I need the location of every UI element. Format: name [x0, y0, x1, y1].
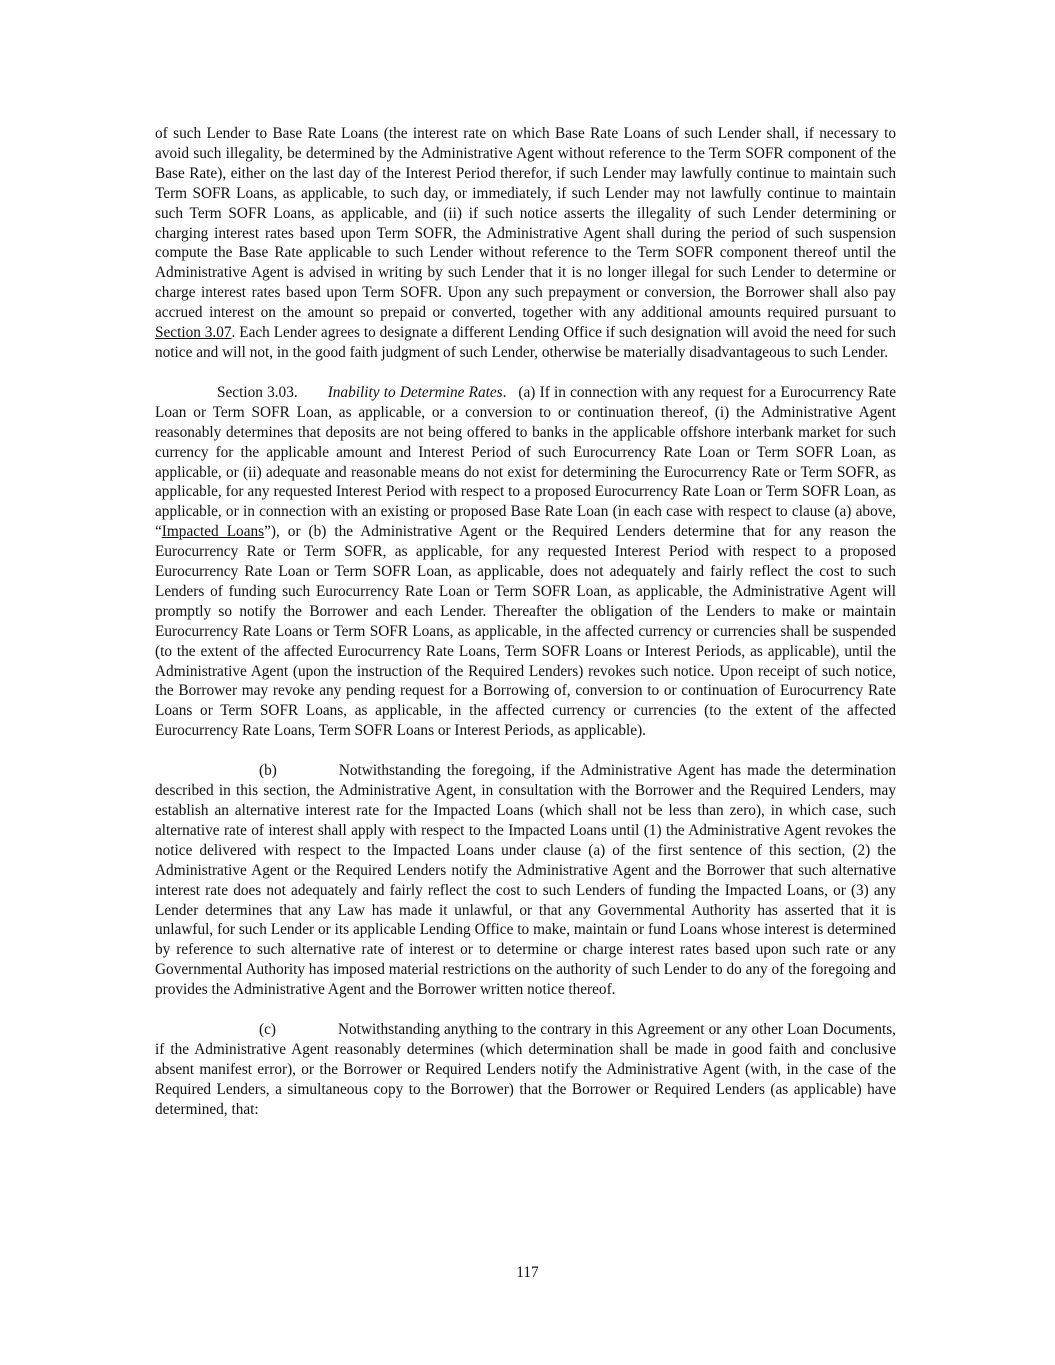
section-reference-link: Section 3.07: [155, 324, 232, 342]
paragraph-text: . Each Lender agrees to designate a different Lending Office if such designation will avoid the need for such notice and will not, in the good faith judgment of such Lender, otherwise be materially disadvantageous to such Lender.: [155, 324, 896, 361]
paragraph-text: (a) If in connection with any request for a Eurocurrency Rate Loan or Term SOFR Loan, as applicable, or a conversion to or continuation thereof, (i) the Administrative Agent reasonably determines that deposits are not being offered to banks in the applicable offshore interbank market for such currency for the applicable amount and Interest Period of such Eurocurrency Rate Loan or Term SOFR Loan, as applicable, or (ii) adequate and reasonable means do not exist for determining the Eurocurrency Rate or Term SOFR, as applicable, for any requested Interest Period with respect to a proposed Eurocurrency Rate Loan or Term SOFR Loan, as applicable, or in connection with an existing or proposed Base Rate Loan (in each case with respect to clause (a) above, “: [155, 383, 897, 541]
paragraph-illegality-continuation: [155, 124, 896, 363]
section-title-period: .: [502, 383, 507, 401]
clause-c-paragraph: [155, 1020, 896, 1120]
section-number: Section 3.03.: [217, 383, 298, 401]
defined-term-impacted-loans: Impacted Loans: [161, 523, 265, 541]
section-3-03-paragraph: [155, 383, 896, 741]
clause-label: (b): [259, 762, 277, 780]
paragraph-text: of such Lender to Base Rate Loans (the interest rate on which Base Rate Loans of such Lender shall, if necessary to avoid such illegality, be determined by the Administrative Agent without reference to the Term SOFR component of the Base Rate), either on the last day of the Interest Period therefor, if such Lender may lawfully continue to maintain such Term SOFR Loans, as applicable, to such day, or immediately, if such Lender may not lawfully continue to maintain such Term SOFR Loans, as applicable, and (ii) if such notice asserts the illegality of such Lender determining or charging interest rates based upon Term SOFR, the Administrative Agent shall during the period of such suspension compute the Base Rate applicable to such Lender without reference to the Term SOFR component thereof until the Administrative Agent is advised in writing by such Lender that it is no longer illegal for such Lender to determine or charge interest rates based upon Term SOFR. Upon any such prepayment or conversion, the Borrower shall also pay accrued interest on the amount so prepaid or converted, together with any additional amounts required pursuant to: [155, 125, 896, 322]
paragraph-text: Notwithstanding the foregoing, if the Administrative Agent has made the determination described in this section, the Administrative Agent, in consultation with the Borrower and the Required Lenders, may establish an alternative interest rate for the Impacted Loans (which shall not be less than zero), in which case, such alternative rate of interest shall apply with respect to the Impacted Loans until (1) the Administrative Agent revokes the notice delivered with respect to the Impacted Loans under clause (a) of the first sentence of this section, (2) the Administrative Agent or the Required Lenders notify the Administrative Agent and the Borrower that such alternative interest rate does not adequately and fairly reflect the cost to such Lenders of funding the Impacted Loans, or (3) any Lender determines that any Law has made it unlawful, or that any Governmental Authority has asserted that it is unlawful, for such Lender or its applicable Lending Office to make, maintain or fund Loans whose interest is determined by reference to such alternative rate of interest or to determine or charge interest rates based upon such rate or any Governmental Authority has imposed material restrictions on the authority of such Lender to do any of the foregoing and provides the Administrative Agent and the Borrower written notice thereof.: [155, 762, 896, 999]
paragraph-text: Notwithstanding anything to the contrary in this Agreement or any other Loan Documents, if the Administrative Agent reasonably determines (which determination shall be made in good faith and conclusive absent manifest error), or the Borrower or Required Lenders notify the Administrative Agent (with, in the case of the Required Lenders, a simultaneous copy to the Borrower) that the Borrower or Required Lenders (as applicable) have determined, that:: [155, 1021, 896, 1118]
document-page: [155, 124, 896, 1140]
page-number: 117: [516, 1264, 539, 1281]
section-title: Inability to Determine Rates: [327, 383, 503, 401]
paragraph-text: ”), or (b) the Administrative Agent or the Required Lenders determine that for any reason the Eurocurrency Rate or Term SOFR, as applicable, for any requested Interest Period with respect to a proposed Eurocurrency Rate Loan or Term SOFR Loan, as applicable, does not adequately and fairly reflect the cost to such Lenders of funding such Eurocurrency Rate Loan or Term SOFR Loan, as applicable, the Administrative Agent will promptly so notify the Borrower and each Lender. Thereafter the obligation of the Lenders to make or maintain Eurocurrency Rate Loans or Term SOFR Loans, as applicable, in the affected currency or currencies shall be suspended (to the extent of the affected Eurocurrency Rate Loans, Term SOFR Loans or Interest Periods, as applicable), until the Administrative Agent (upon the instruction of the Required Lenders) revokes such notice. Upon receipt of such notice, the Borrower may revoke any pending request for a Borrowing of, conversion to or continuation of Eurocurrency Rate Loans or Term SOFR Loans, as applicable, in the affected currency or currencies (to the extent of the affected Eurocurrency Rate Loans, Term SOFR Loans or Interest Periods, as applicable).: [155, 523, 896, 740]
clause-b-paragraph: [155, 761, 896, 1000]
clause-label: (c): [259, 1021, 276, 1039]
